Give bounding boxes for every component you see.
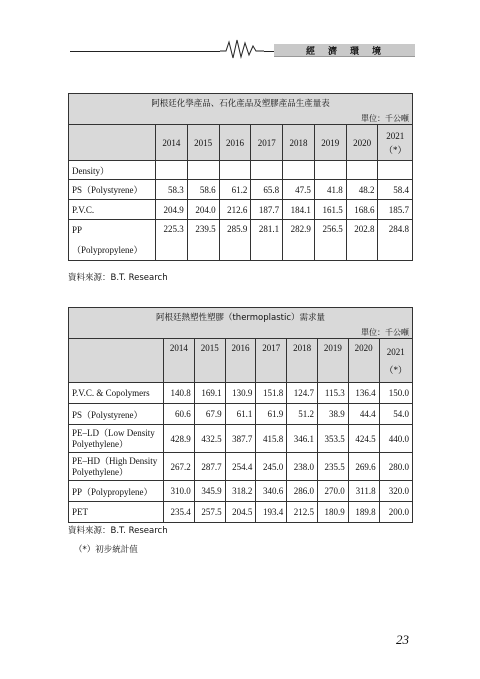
table-cell: 184.1 [283, 200, 315, 220]
table-row [69, 383, 413, 404]
table-cell: 200.0 [379, 502, 412, 523]
table1-density-label: Density） [69, 161, 156, 180]
row-label: P.V.C. [69, 200, 156, 220]
production-table [68, 93, 413, 261]
table-cell: 124.7 [287, 383, 318, 404]
table-cell: 239.5 [187, 220, 219, 261]
table1-year-header: 2018 [283, 125, 315, 161]
row-label: PP（Polypropylene） [69, 481, 164, 502]
table-cell: 140.8 [164, 383, 195, 404]
table-cell: 51.2 [287, 404, 318, 425]
table-row [69, 404, 413, 425]
table-cell: 169.1 [194, 383, 225, 404]
table-cell: 187.7 [251, 200, 283, 220]
table-cell: 202.8 [346, 220, 378, 261]
table-cell: 151.8 [256, 383, 287, 404]
table-cell: 136.4 [348, 383, 379, 404]
table-cell: 225.3 [156, 220, 188, 261]
table-cell: 204.9 [156, 200, 188, 220]
table2-year-header: 2014 [164, 339, 195, 383]
table-cell: 150.0 [379, 383, 412, 404]
table-cell: 67.9 [194, 404, 225, 425]
section-title-box [274, 44, 415, 57]
year-label: 2021 [386, 346, 405, 357]
table-cell: 285.9 [219, 220, 251, 261]
preliminary-note-marker: （*） [383, 144, 407, 155]
table-cell: 185.7 [378, 200, 413, 220]
table2-year-header: 2017 [256, 339, 287, 383]
table-cell: 318.2 [225, 481, 256, 502]
table-cell: 235.5 [317, 453, 348, 481]
table-cell: 130.9 [225, 383, 256, 404]
table2-year-header: 2015 [194, 339, 225, 383]
table1-year-header: 2015 [187, 125, 219, 161]
row-label: PE–LD（Low Density Polyethylene） [69, 425, 164, 453]
table-cell: 212.5 [287, 502, 318, 523]
table-cell: 424.5 [348, 425, 379, 453]
table-cell: 256.5 [314, 220, 346, 261]
table-cell: 180.9 [317, 502, 348, 523]
table2-footnote: （*）初步統計值 [74, 545, 138, 555]
table-cell: 284.8 [378, 220, 413, 261]
table1-year-header: 2020 [346, 125, 378, 161]
table-cell: 320.0 [379, 481, 412, 502]
header-rule-right [264, 51, 274, 52]
table-cell: 41.8 [314, 180, 346, 200]
table1-unit: 單位：千公噸 [69, 112, 413, 125]
table-row [69, 200, 413, 220]
row-label: PET [69, 502, 164, 523]
table-cell: 61.9 [256, 404, 287, 425]
table2-year-header: 2018 [287, 339, 318, 383]
table-cell: 432.5 [194, 425, 225, 453]
row-label-line: （Polypropylene） [72, 245, 143, 255]
table-cell: 189.8 [348, 502, 379, 523]
table-cell: 287.7 [194, 453, 225, 481]
table-cell: 310.0 [164, 481, 195, 502]
table-cell: 346.1 [287, 425, 318, 453]
table2-corner-cell [69, 339, 164, 383]
table-cell: 257.5 [194, 502, 225, 523]
table-cell: 345.9 [194, 481, 225, 502]
table-cell: 311.8 [348, 481, 379, 502]
table2-year-header: 2016 [225, 339, 256, 383]
table1-year-header: 2014 [156, 125, 188, 161]
preliminary-note-marker: （*） [384, 364, 408, 375]
table-cell: 204.0 [187, 200, 219, 220]
demand-table [68, 307, 413, 523]
table-row [69, 220, 413, 261]
table-cell: 48.2 [346, 180, 378, 200]
table-row [69, 425, 413, 453]
row-label: PE–HD（High Density Polyethylene） [69, 453, 164, 481]
table1-corner-cell [69, 125, 156, 161]
table2-year-header: 2020 [348, 339, 379, 383]
table2-unit: 單位：千公噸 [69, 326, 413, 339]
table-cell: 340.6 [256, 481, 287, 502]
table-cell: 61.2 [219, 180, 251, 200]
row-label [69, 220, 156, 261]
table2-source: 資料來源：B.T. Research [68, 526, 168, 536]
table1-year-header-2021 [378, 125, 413, 161]
table-cell: 235.4 [164, 502, 195, 523]
table-cell: 47.5 [283, 180, 315, 200]
pulse-wave-icon [220, 38, 264, 60]
page-header [70, 38, 415, 60]
row-label: P.V.C. & Copolymers [69, 383, 164, 404]
table-cell: 204.5 [225, 502, 256, 523]
table-cell: 212.6 [219, 200, 251, 220]
table-cell: 286.0 [287, 481, 318, 502]
table-cell: 115.3 [317, 383, 348, 404]
table-cell: 38.9 [317, 404, 348, 425]
table-cell: 254.4 [225, 453, 256, 481]
header-rule-left [70, 51, 220, 52]
table-cell: 282.9 [283, 220, 315, 261]
table-row [69, 502, 413, 523]
table-row [69, 180, 413, 200]
table-cell: 238.0 [287, 453, 318, 481]
table-cell: 428.9 [164, 425, 195, 453]
table-cell: 54.0 [379, 404, 412, 425]
table2-year-header: 2019 [317, 339, 348, 383]
table-cell: 353.5 [317, 425, 348, 453]
table-cell: 269.6 [348, 453, 379, 481]
table-cell: 61.1 [225, 404, 256, 425]
table-cell: 440.0 [379, 425, 412, 453]
table-row [69, 453, 413, 481]
table-cell: 387.7 [225, 425, 256, 453]
table-cell: 270.0 [317, 481, 348, 502]
table-cell: 65.8 [251, 180, 283, 200]
table-cell: 60.6 [164, 404, 195, 425]
table-cell: 161.5 [314, 200, 346, 220]
table-cell: 168.6 [346, 200, 378, 220]
row-label: PS（Polystyrene） [69, 404, 164, 425]
row-label: PS（Polystyrene） [69, 180, 156, 200]
table1-title: 阿根廷化學產品、石化產品及塑膠產品生產量表 [69, 94, 413, 113]
table-cell: 281.1 [251, 220, 283, 261]
table2-title: 阿根廷熱塑性塑膠（thermoplastic）需求量 [69, 308, 413, 327]
table1-year-header: 2019 [314, 125, 346, 161]
table-cell: 58.3 [156, 180, 188, 200]
table-cell: 44.4 [348, 404, 379, 425]
table1-year-header: 2016 [219, 125, 251, 161]
table1-source: 資料來源：B.T. Research [68, 273, 168, 283]
table2-year-header-2021 [379, 339, 412, 383]
table-row [69, 481, 413, 502]
table1-year-header: 2017 [251, 125, 283, 161]
table-cell: 415.8 [256, 425, 287, 453]
table-cell: 58.4 [378, 180, 413, 200]
table-cell: 245.0 [256, 453, 287, 481]
table-cell: 58.6 [187, 180, 219, 200]
row-label-line: PP [72, 225, 83, 235]
section-title: 經 濟 環 境 [305, 46, 383, 57]
table-cell: 267.2 [164, 453, 195, 481]
table-cell: 280.0 [379, 453, 412, 481]
year-label: 2021 [386, 130, 405, 141]
table-cell: 193.4 [256, 502, 287, 523]
page-number: 23 [396, 632, 409, 647]
